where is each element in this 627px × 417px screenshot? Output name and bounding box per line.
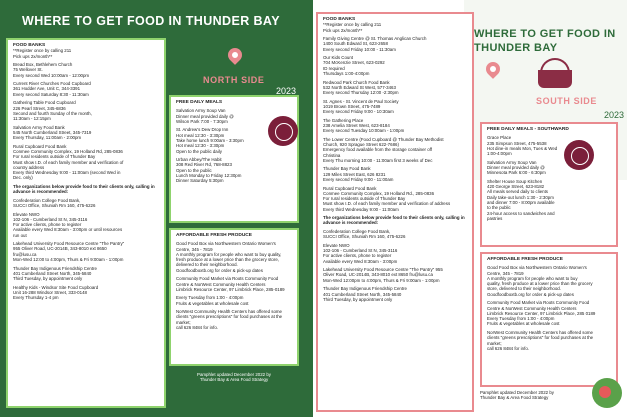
list-item-line: Lakehead University Food Resource Centre "The Pantry" 955	[323, 267, 443, 273]
list-item-line: clients "greens prescriptions" for food purchases at the	[176, 314, 283, 320]
list-item-line: Gathering Table Food Cupboard	[13, 100, 76, 106]
list-item	[323, 99, 467, 115]
list-item-line: store, delivered to their neighborhood.	[487, 286, 561, 292]
list-item-line: call 626 8484 for info.	[487, 345, 529, 351]
list-item-line: Centre, 345 - 7819	[176, 246, 213, 252]
list-item-line: Available every Wed 8:30am - 3:00pm	[323, 258, 398, 264]
list-item-line: Must show I.D. of each family member and verification of	[13, 159, 124, 165]
orgs-heading: The organizations below provide food to their clients only, calling in advance is recommended:	[13, 183, 155, 195]
list-item	[323, 36, 467, 52]
list-item-line: Church, 920 Sprague Street 622-7686)	[323, 142, 399, 148]
list-item-line: For active clients, phone to register	[13, 222, 82, 228]
list-item-line: Family Giving Centre @ St. Thomas Anglican Church	[323, 36, 427, 42]
list-item-line: For active clients, phone to register	[323, 253, 392, 259]
list-item-line: Grace Place	[487, 135, 512, 141]
list-item-line: Hot dine-in meals Mon, Tues & Wed	[487, 145, 558, 151]
list-item-line: Open to the public	[176, 167, 212, 173]
list-item	[323, 267, 467, 283]
list-item-line: Conmee Community Complex, 19 Holland Rd., 285-0836	[323, 190, 435, 196]
list-item-line: NorWest Community Health Centers has offered some	[176, 309, 282, 315]
section-heading: FREE DAILY MEALS - SOUTHWARD	[487, 127, 569, 132]
list-item-line: 235 Simpson Street, 475-5538	[487, 140, 547, 146]
list-item-line: 1400 South Edward St, 623-2658	[323, 41, 388, 47]
list-item-line: Every second Friday 9:00 - 10:30am	[323, 109, 394, 115]
list-item-line: Every Thursday 1-4 pm	[13, 295, 59, 301]
list-item-line: to the public	[487, 205, 511, 211]
list-item-line: 955 Oliver Road, UC-2014B, 343-8010 ext 8650	[13, 246, 107, 252]
list-item-line: Must show I.D. of each family member and verification of address	[323, 201, 451, 207]
plate-icon	[564, 140, 594, 170]
list-item	[176, 241, 292, 273]
list-item-line: Community Food Market via Roots Community Food	[487, 300, 590, 306]
list-item-line: A monthly program for people who want to buy quality,	[176, 251, 282, 257]
list-item-line: Dinner meal provided daily @	[487, 164, 545, 170]
list-item	[323, 286, 467, 302]
list-item-line: Salvation Army Food Bank	[13, 124, 65, 130]
list-item-line: Centre, 345 - 7819	[487, 270, 524, 276]
list-item	[323, 118, 467, 134]
list-item-line: Every second Thursday 12:00 -2:30pm	[323, 90, 399, 96]
list-item-line: Every third Wednesday 9:00 - 11:00am	[323, 206, 399, 212]
list-item-line: country address	[13, 164, 45, 170]
footer-line: Pamphlet updated December 2022 by	[480, 390, 554, 395]
list-item-line: quality, fresh produce at a lower price than the grocery	[487, 281, 593, 287]
list-item-line: call 626 8484 for info.	[176, 325, 218, 331]
list-item-line: Every third Wednesday 9:00 - 11:00am (second Wed in	[13, 170, 121, 176]
basket-icon	[538, 70, 572, 88]
list-item-line: Our Kids Count	[323, 55, 354, 61]
list-item-line: Dec. only)	[13, 175, 33, 181]
list-item	[13, 212, 159, 238]
list-item-line: Centre & NorWest Community Health Centers	[487, 305, 577, 311]
footer-line: Pamphlet updated December 2022 by	[197, 372, 271, 377]
list-item-line: Goodfoodboxtb.org for order & pick-up dates	[487, 291, 574, 297]
list-item-line: Redwood Park Church Food Bank	[323, 79, 390, 85]
list-item-line: Rural Cupboard Food Bank	[323, 185, 377, 191]
list-item	[487, 300, 611, 326]
footer-line: Thunder Bay & Area Food Strategy	[199, 377, 269, 383]
list-item	[323, 137, 467, 163]
list-item-line: SUCCI Office, Shuniah Rm 160, 475-6226	[323, 234, 406, 240]
list-item-line: Shelter House Soup Kitchen	[487, 178, 543, 184]
list-item-line: Every second Wed 10:00am - 12:00pm	[13, 72, 90, 78]
side-label: NORTH SIDE	[203, 75, 265, 85]
list-item-line: Thunder Bay Indigenous Friendship Centre	[13, 265, 97, 271]
section-heading: AFFORDABLE FRESH PRODUCE	[176, 233, 252, 238]
list-item	[13, 62, 159, 78]
list-item-line: 129 Miles Street East, 626 8231	[323, 171, 386, 177]
list-item-line: Every Thursday, 11:00am - 2:00pm	[13, 135, 82, 141]
section-intro	[13, 48, 159, 59]
list-item	[487, 179, 611, 221]
list-item-line: Minnesota Park 6:00 - 6:30pm	[487, 170, 546, 176]
list-item-line: Hot meal 12:30 - 3:30pm	[176, 143, 225, 149]
list-item-line: Limbrick Resource Center, 97 Limbrick Place, 285-0189	[176, 286, 285, 292]
list-item-line: Wilson Park 7:00 - 7:30pm	[176, 118, 228, 124]
list-item-line: Confederation College Food Bank,	[323, 228, 391, 234]
list-item-line: St. Andrew's Dew Drop Inn	[176, 127, 229, 133]
list-item-line: Lunch Monday to Friday 12:30pm	[176, 172, 242, 178]
fresh-produce-box	[169, 228, 299, 366]
list-item-line: Confederation College Food Bank,	[13, 197, 81, 203]
list-item	[323, 243, 467, 264]
list-item-line: Centre & NorWest Community Health Centers	[176, 281, 266, 287]
list-item-line: For rural residents outside of Thunder Bay	[323, 196, 406, 202]
list-item-line: Every Thu morning 10:00 - 11:00am first 3 weeks of Dec	[323, 157, 433, 163]
list-item-line: 11:30am - 12:15pm	[13, 116, 51, 122]
section-heading: FREE DAILY MEALS	[176, 100, 223, 105]
intro-line: Pick ups 2x/month**	[323, 27, 363, 33]
list-item	[487, 160, 611, 176]
food-banks-box	[6, 38, 166, 408]
list-item-line: Mon-Wed 12:00 to 4:00pm, Thurs & Fri 9:00am - 1:00pm	[13, 257, 124, 263]
list-item-line: Community Food Market via Roots Community Food	[176, 276, 279, 282]
list-item	[13, 285, 159, 301]
list-item-line: Every second Tuesday 10:00am - 1:00pm	[323, 128, 405, 134]
footer-note	[480, 390, 590, 401]
list-item-line: clients "greens prescriptions" for food purchases at the	[487, 335, 594, 341]
list-item-line: For rural residents outside of Thunder Bay	[13, 154, 96, 160]
list-item-line: Healthy Kids - Windsor Site Food Cupboard	[13, 284, 99, 290]
list-item-line: 361 Hodder Ave, Unit C, 344-3391	[13, 86, 81, 92]
intro-line: **Register once by calling 211	[323, 22, 382, 28]
list-item-line: Thunder Bay Food Bank	[323, 166, 371, 172]
list-item-line: 238 Amelia Street West, 623-8184	[323, 122, 390, 128]
map-pin-icon	[225, 45, 245, 65]
list-item-line: Christina	[323, 152, 341, 158]
list-item-line: St. Agnes - St. Vincent de Paul Society	[323, 98, 399, 104]
list-item-line: Dinner Saturday 5:30pm	[176, 178, 224, 184]
list-item	[176, 309, 292, 330]
side-label: SOUTH SIDE	[536, 96, 598, 106]
list-item-line: market;	[176, 319, 191, 325]
list-item-line: Every second Saturday 8:30 - 11:30am	[13, 91, 89, 97]
list-item	[323, 229, 467, 240]
list-item-line: Every Tuesday from 1:00 - 4:00pm	[176, 295, 244, 301]
list-item-line: Salvation Army Soup Van	[176, 108, 226, 114]
list-item-line: Unit 16-288 Windsor Street, 333-0148	[13, 289, 87, 295]
list-item	[323, 55, 467, 76]
list-item-line: 1019 Brown Street, 475-7489	[323, 103, 381, 109]
food-banks-box	[316, 12, 474, 412]
list-item-line: Second and fourth Sunday of the month,	[13, 110, 92, 116]
footer-line: Thunder Bay & Area Food Strategy	[480, 395, 549, 401]
list-item	[13, 198, 159, 209]
list-item-line: A monthly program for people who want to buy	[487, 275, 578, 281]
list-item	[487, 330, 611, 351]
list-item	[323, 80, 467, 96]
list-item-line: 75 Wellover St.	[13, 67, 43, 73]
list-item-line: The Gathering Place	[323, 117, 364, 123]
list-item	[13, 125, 159, 141]
list-item-line: Thunder Bay Indigenous Friendship Centre	[323, 286, 407, 292]
list-item-line: run out	[13, 232, 27, 238]
list-item	[323, 166, 467, 182]
list-item-line: Third Tuesday, by appointment only	[13, 276, 83, 282]
list-item-line: 308 Red River Rd, 768-8823	[176, 162, 232, 168]
list-item-line: and dinner 7:00 - 8:00pm available	[487, 199, 555, 205]
intro-line: **Register once by calling 211	[13, 48, 72, 54]
list-item-line: Oliver Road, UC-2014B, 343-8010 ext 8650 fru@lusu.ca	[323, 272, 433, 278]
list-item-line: 420 George Street, 623-8182	[487, 184, 545, 190]
list-item-line: Lakehead University Food Resource Centre "The Pantry"	[13, 241, 125, 247]
list-item-line: Bread Box, Bethlehem Church	[13, 62, 73, 68]
north-side-panel	[0, 0, 313, 417]
page-title: WHERE TO GET FOOD IN THUNDER BAY	[22, 14, 280, 28]
footer-note	[170, 372, 298, 383]
list-item-line: Thursdays 1:00-4:00pm	[323, 71, 370, 77]
list-item	[176, 295, 292, 306]
list-item-line: 401 Cumberland Street North, 345-5840	[13, 270, 92, 276]
list-item-line: Every second Friday 9:00 - 11:00am	[323, 177, 394, 183]
list-item	[176, 157, 292, 183]
list-item-line: Salvation Army Soup Van	[487, 159, 537, 165]
list-item-line: Daily take-out lunch 1:30 - 2:30pm	[487, 194, 554, 200]
section-intro	[323, 22, 467, 33]
list-item-line: Urban Abbey/The Habit	[176, 157, 222, 163]
list-item-line: NorWest Community Health Centers has offered some	[487, 329, 593, 335]
list-item-line: 102-106 - Cumberland St N, 345-3116	[323, 248, 398, 254]
list-item-line: fresh produce at a lower price than the grocery store,	[176, 257, 279, 263]
list-item-line: Goodfoodboxtb.org for order & pick-up dates	[176, 267, 263, 273]
list-item-line: Good Food Box via Northwestern Ontario Women's	[176, 241, 276, 247]
list-item	[13, 81, 159, 97]
year-label: 2023	[276, 86, 297, 96]
list-item-line: Available every Wed 8:30am - 3:00pm or until resources	[13, 227, 123, 233]
list-item-line: SUCCI Office, Shuniah Rm 160, 475-6226	[13, 203, 96, 209]
list-item-line: Hot meal 12:30 - 3:30pm	[176, 132, 225, 138]
list-item-line: Good Food Box via Northwestern Ontario Women's	[487, 265, 587, 271]
list-item-line: 102-106 - Cumberland St N, 345-3116	[13, 216, 88, 222]
section-heading: FOOD BANKS	[13, 43, 46, 48]
page-title: WHERE TO GET FOOD IN THUNDER BAY	[474, 28, 616, 54]
list-item-line: Elevate NWO	[323, 242, 350, 248]
list-item-line: Limbrick Resource Center, 97 Limbrick Place, 285 0189	[487, 310, 596, 316]
list-item-line: Dinner meal provided daily @	[176, 113, 234, 119]
list-item-line: Fruits & vegetables at wholesale cost	[176, 300, 249, 306]
list-item-line: Third Tuesday, by appointment only	[323, 296, 393, 302]
list-item-line: Take home lunch 9:00am - 3:30pm	[176, 137, 244, 143]
list-item	[13, 266, 159, 282]
list-item-line: Every second Friday 10:00 - 11:30am	[323, 46, 396, 52]
list-item-line: 704 McKenzie Street, 623-0292	[323, 60, 385, 66]
list-item-line: The Lower Centre (Food Cupboard @ Thunder Bay Methodist	[323, 136, 444, 142]
free-meals-box	[480, 122, 618, 247]
plate-icon	[268, 116, 298, 146]
list-item-line: delivered to their neighborhood.	[176, 262, 238, 268]
list-item-line: Fruits & vegetables at wholesale cost	[487, 321, 560, 327]
section-heading: AFFORDABLE FRESH PRODUCE	[487, 257, 563, 262]
list-item-line: Rural Cupboard Food Bank	[13, 143, 67, 149]
list-item	[13, 144, 159, 181]
list-item-line: Conmee Community Complex, 19 Holland Rd, 285-0836	[13, 148, 123, 154]
list-item	[13, 241, 159, 262]
list-item	[487, 265, 611, 297]
list-item-line: 24-hour access to sandwiches and	[487, 210, 555, 216]
list-item-line: 1:00-4:00pm	[487, 151, 512, 157]
list-item-line: 226 Pearl Street, 345-6836	[13, 105, 66, 111]
list-item-line: All meals served daily to clients	[487, 189, 549, 195]
free-meals-box	[169, 95, 299, 223]
list-item-line: market;	[487, 340, 502, 346]
list-item	[323, 186, 467, 212]
list-item-line: Mon-Wed 12:00pm to 4:00pm, Thurs & Fri 9:00am - 1:00pm	[323, 277, 440, 283]
section-heading: FOOD BANKS	[323, 17, 356, 22]
list-item	[13, 100, 159, 121]
list-item-line: 401 Cumberland Street North, 345-5840	[323, 291, 402, 297]
intro-line: Pick ups 2x/month**	[13, 53, 53, 59]
list-item-line: fru@lusu.ca	[13, 251, 37, 257]
list-item-line: Open to the public daily	[176, 148, 222, 154]
list-item-line: Current River Churches Food Cupboard	[13, 81, 91, 87]
list-item	[176, 276, 292, 292]
list-item-line: 532 North Edward St West, 577-3463	[323, 84, 396, 90]
orgs-heading: The organizations below provide food to their clients only, calling in advance is recommended:	[323, 215, 465, 226]
tomato-icon	[599, 386, 611, 398]
fresh-produce-box	[480, 252, 618, 387]
list-item-line: pastries	[487, 215, 503, 221]
list-item-line: Elevate NWO	[13, 211, 40, 217]
year-label: 2023	[604, 110, 625, 120]
list-item-line: Emergency food available from the storage container off	[323, 147, 433, 153]
south-side-panel	[314, 0, 627, 417]
list-item-line: Every Tuesday from 1:00 - 4:00pm	[487, 316, 555, 322]
list-item-line: ID required	[323, 65, 345, 71]
list-item-line: 545 North Cumberland Street, 345-7319	[13, 129, 92, 135]
